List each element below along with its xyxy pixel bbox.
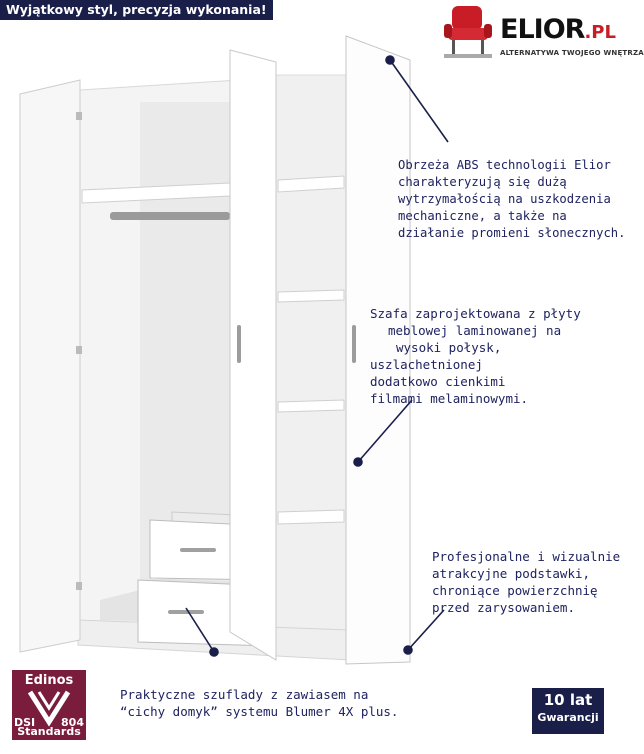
edinos-standards-badge <box>12 670 86 740</box>
edinos-name: Edinos <box>24 673 74 688</box>
warranty-label: Gwarancji <box>537 711 599 724</box>
callout-abs-edges: Obrzeża ABS technologii Elior charakteryzują się dużą wytrzymałością na uszkodzenia mechaniczne, a także na działanie promieni słonecznych. <box>398 158 626 240</box>
middle-door <box>230 50 276 660</box>
brand-slogan: ALTERNATYWA TWOJEGO WNĘTRZA <box>500 49 644 57</box>
warranty-years: 10 lat <box>543 691 593 709</box>
callout-feet: Profesjonalne i wizualnie atrakcyjne podstawki, chroniące powierzchnię przed zarysowaniem. <box>432 549 621 615</box>
edinos-dsi: DSI <box>14 716 36 729</box>
header-tagline: Wyjątkowy styl, precyzja wykonania! <box>6 2 267 17</box>
callout-drawers: Praktyczne szuflady z zawiasem na “cichy domyk” systemu Blumer 4X plus. <box>120 687 399 719</box>
brand-name: ELIOR.PL <box>500 14 616 45</box>
edinos-standards: Standards <box>17 725 81 738</box>
callout-board-material: Szafa zaprojektowana z płyty meblowej laminowanej na wysoki połysk, uszlachetnionej dodatkowo cienkimi filmami melaminowymi. <box>370 306 581 406</box>
warranty-badge <box>532 688 604 734</box>
edinos-number: 804 <box>61 716 84 729</box>
left-door <box>20 80 82 652</box>
